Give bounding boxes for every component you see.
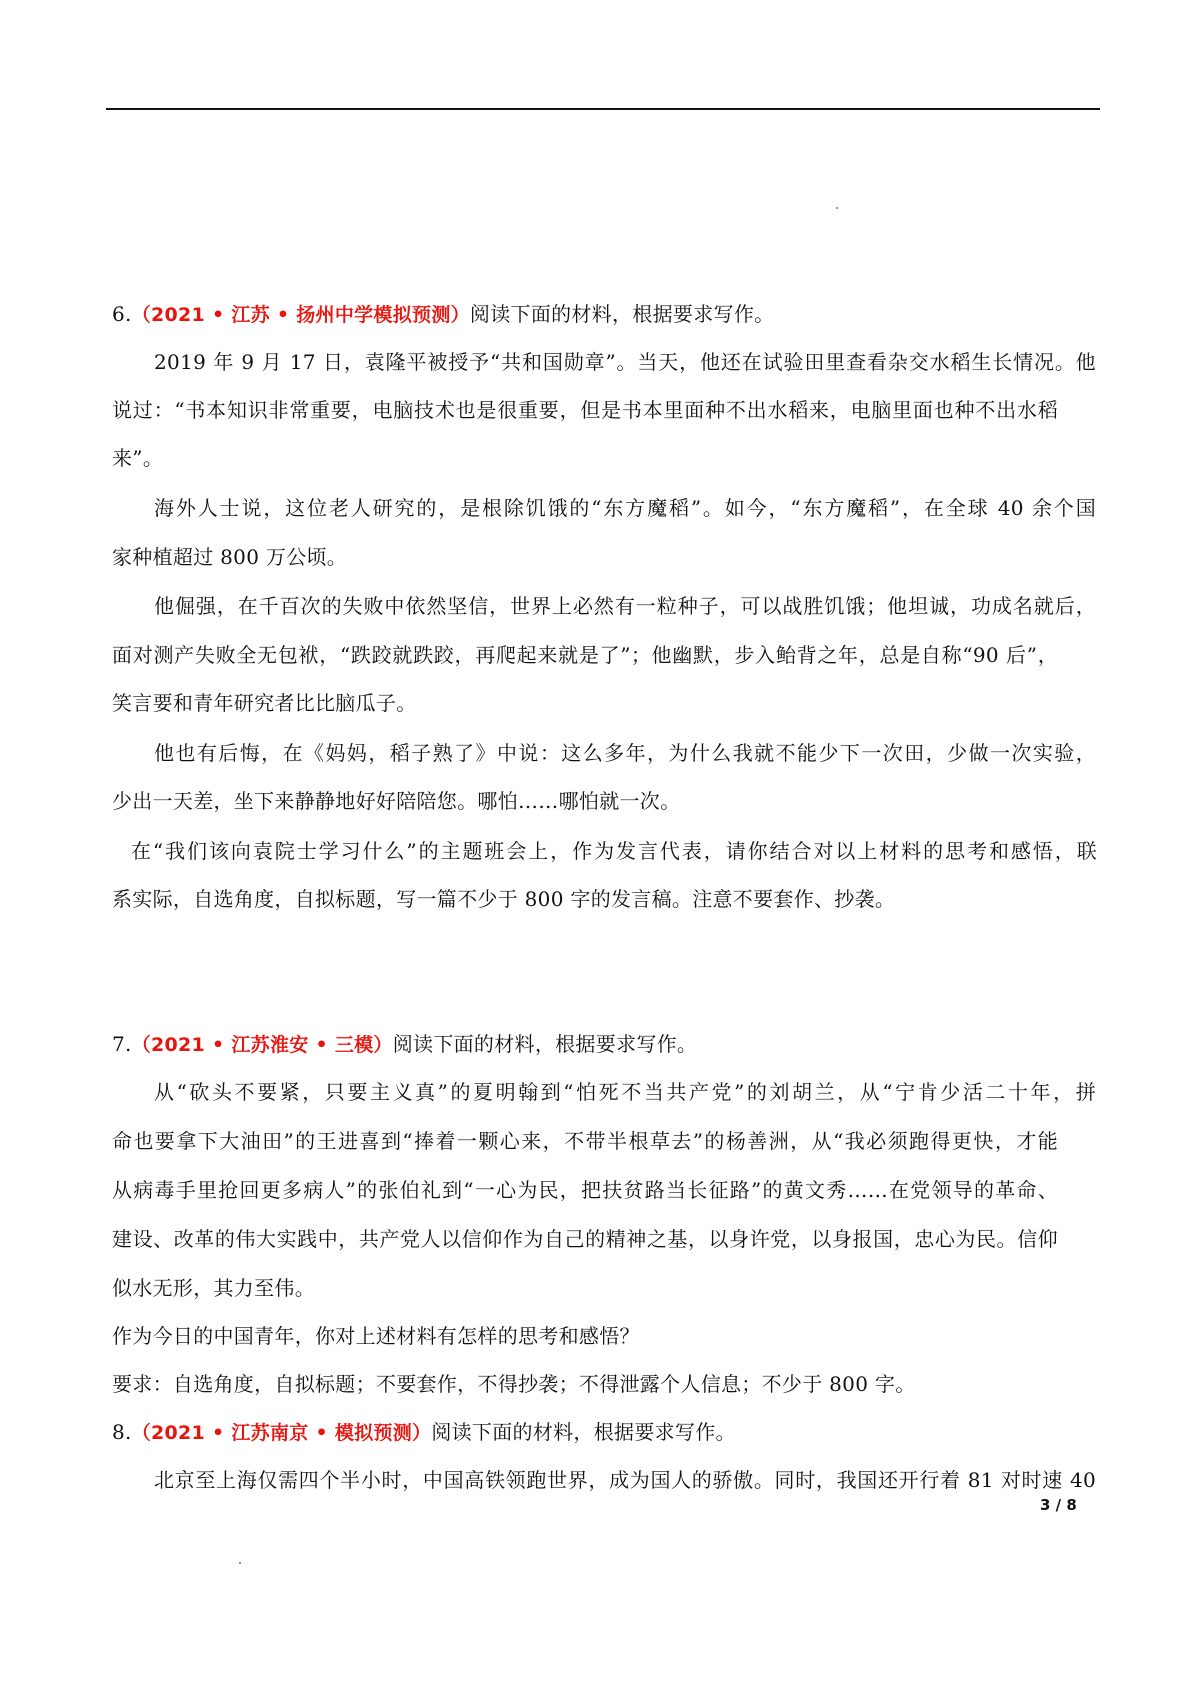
q6-paragraph-line: 少出一天差，坐下来静静地好好陪陪您。哪怕……哪怕就一次。 [112, 789, 681, 813]
q8-heading [112, 1418, 736, 1447]
q6-paragraph-line: 家种植超过 800 万公顷。 [112, 545, 348, 569]
q7-paragraph-line: 似水无形，其力至伟。 [112, 1276, 315, 1300]
q6-paragraph-line: 2019 年 9 月 17 日，袁隆平被授予“共和国勋章”。当天，他还在试验田里查看杂交水稻生长情况。他 [154, 350, 1096, 374]
header-rule [106, 108, 1100, 110]
speck-mark [836, 207, 838, 209]
q7-source: （2021 • 江苏淮安 • 三模） [131, 1034, 393, 1056]
q7-number: 7. [112, 1032, 132, 1056]
q8-number: 8. [112, 1420, 132, 1444]
q6-paragraph-line: 来”。 [112, 446, 164, 470]
q6-paragraph-line: 海外人士说，这位老人研究的，是根除饥饿的“东方魔稻”。如今，“东方魔稻”，在全球 40 余个国 [154, 496, 1096, 520]
q6-number: 6. [112, 302, 132, 326]
q6-paragraph-line: 说过：“书本知识非常重要，电脑技术也是很重要，但是书本里面种不出水稻来，电脑里面也种不出水稻 [112, 398, 1058, 422]
q6-task-line: 在“我们该向袁院士学习什么”的主题班会上，作为发言代表，请你结合对以上材料的思考和感悟，联 [131, 839, 1097, 863]
q6-task-line: 系实际，自选角度，自拟标题，写一篇不少于 800 字的发言稿。注意不要套作、抄袭。 [112, 887, 896, 911]
speck-mark [239, 1562, 241, 1564]
q7-requirement-line: 要求：自选角度，自拟标题；不要套作，不得抄袭；不得泄露个人信息；不少于 800 字。 [112, 1372, 916, 1396]
q6-source: （2021 • 江苏 • 扬州中学模拟预测） [131, 304, 470, 326]
q7-paragraph-line: 命也要拿下大油田”的王进喜到“捧着一颗心来，不带半根草去”的杨善洲，从“我必须跑得更快，才能 [112, 1129, 1058, 1153]
q6-paragraph-line: 他倔强，在千百次的失败中依然坚信，世界上必然有一粒种子，可以战胜饥饿；他坦诚，功成名就后， [154, 594, 1096, 618]
q7-heading [112, 1030, 697, 1059]
q7-paragraph-line: 从病毒手里抢回更多病人”的张伯礼到“一心为民，把扶贫路当长征路”的黄文秀……在党领导的革命、 [112, 1178, 1058, 1202]
q7-paragraph-line: 建设、改革的伟大实践中，共产党人以信仰作为自己的精神之基，以身许党，以身报国，忠心为民。信仰 [112, 1227, 1058, 1251]
q8-prompt: 阅读下面的材料，根据要求写作。 [431, 1420, 736, 1444]
q7-paragraph-line: 从“砍头不要紧，只要主义真”的夏明翰到“怕死不当共产党”的刘胡兰，从“宁肯少活二十年，拼 [154, 1080, 1096, 1104]
q6-paragraph-line: 笑言要和青年研究者比比脑瓜子。 [112, 691, 417, 715]
page-number: 3 / 8 [1040, 1496, 1077, 1514]
q7-prompt: 阅读下面的材料，根据要求写作。 [392, 1032, 698, 1056]
q6-prompt: 阅读下面的材料，根据要求写作。 [469, 302, 775, 326]
q7-question-line: 作为今日的中国青年，你对上述材料有怎样的思考和感悟？ [112, 1324, 640, 1348]
q6-heading [112, 300, 774, 329]
q8-paragraph-line: 北京至上海仅需四个半小时，中国高铁领跑世界，成为国人的骄傲。同时，我国还开行着 81 对时速 40 [154, 1468, 1096, 1492]
q6-paragraph-line: 他也有后悔，在《妈妈，稻子熟了》中说：这么多年，为什么我就不能少下一次田，少做一次实验， [154, 741, 1096, 765]
q8-source: （2021 • 江苏南京 • 模拟预测） [131, 1422, 432, 1444]
q6-paragraph-line: 面对测产失败全无包袱，“跌跤就跌跤，再爬起来就是了”；他幽默，步入鲐背之年，总是自称“90 后”， [112, 643, 1058, 667]
